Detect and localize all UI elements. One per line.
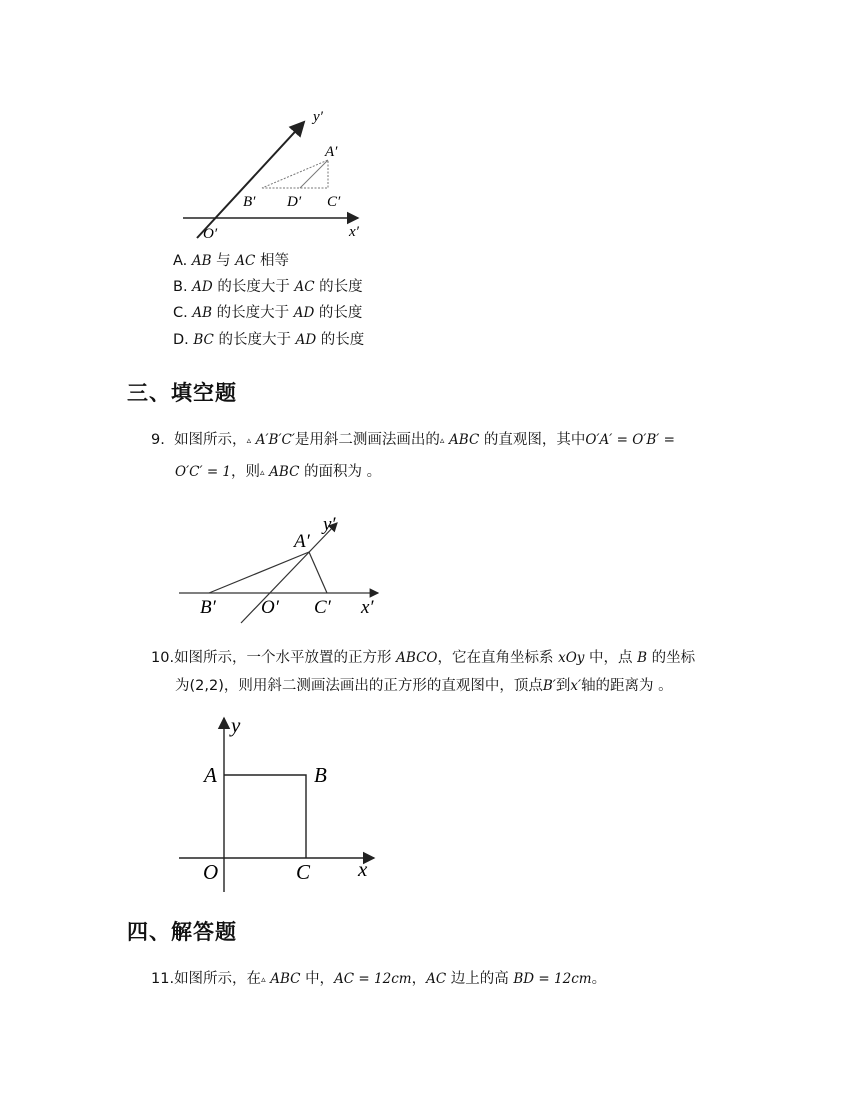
label-b: B′: [200, 597, 216, 618]
option-d[interactable]: D. BC 的长度大于 AD 的长度: [173, 332, 365, 348]
figure-q9-oblique: [175, 505, 390, 627]
label-y: y: [231, 713, 241, 737]
y-axis: [197, 122, 304, 238]
option-c[interactable]: C. AB 的长度大于 AD 的长度: [173, 305, 363, 321]
question-9-line2: O′C′ = 1，则▵ ABC 的面积为 。: [175, 464, 382, 480]
question-9: 9. 如图所示，▵ A′B′C′是用斜二测画法画出的▵ ABC 的直观图，其中O′A′ = O′B′ =: [151, 432, 675, 448]
label-y: y′: [313, 109, 323, 125]
label-b: B′: [243, 194, 256, 210]
segment-ac: [309, 552, 327, 593]
label-x: x′: [361, 597, 374, 618]
label-a: A′: [294, 531, 310, 552]
label-c: C′: [314, 597, 331, 618]
label-o: O′: [203, 226, 218, 242]
label-x: x′: [349, 224, 359, 240]
segment-ad: [300, 160, 328, 188]
label-d: D′: [287, 194, 302, 210]
label-x: x: [358, 857, 368, 881]
label-c: C′: [327, 194, 341, 210]
triangle-abc: [262, 160, 328, 188]
label-b: B: [314, 763, 327, 787]
label-c: C: [296, 860, 311, 884]
label-o: O′: [261, 597, 279, 618]
section-heading-fill-in: 三、填空题: [127, 381, 237, 405]
segment-ab: [209, 552, 309, 593]
label-a: A: [204, 763, 217, 787]
label-o: O: [203, 860, 219, 884]
label-y: y′: [323, 514, 336, 535]
section-heading-answer: 四、解答题: [127, 920, 237, 944]
question-11: 11.如图所示，在▵ ABC 中，AC = 12cm，AC 边上的高 BD = 12cm。: [151, 971, 607, 987]
question-10: 10.如图所示，一个水平放置的正方形 ABCO，它在直角坐标系 xOy 中，点 B 的坐标: [151, 650, 696, 666]
option-a[interactable]: A. AB 与 AC 相等: [173, 253, 289, 269]
figure-oblique-triangle: [175, 100, 375, 245]
figure-square-abco: [175, 710, 385, 895]
option-b[interactable]: B. AD 的长度大于 AC 的长度: [173, 279, 363, 295]
label-a: A′: [325, 144, 338, 160]
square: [224, 775, 306, 858]
question-10-line2: 为(2,2)，则用斜二测画法画出的正方形的直观图中，顶点B′到x′轴的距离为 。: [175, 678, 673, 694]
